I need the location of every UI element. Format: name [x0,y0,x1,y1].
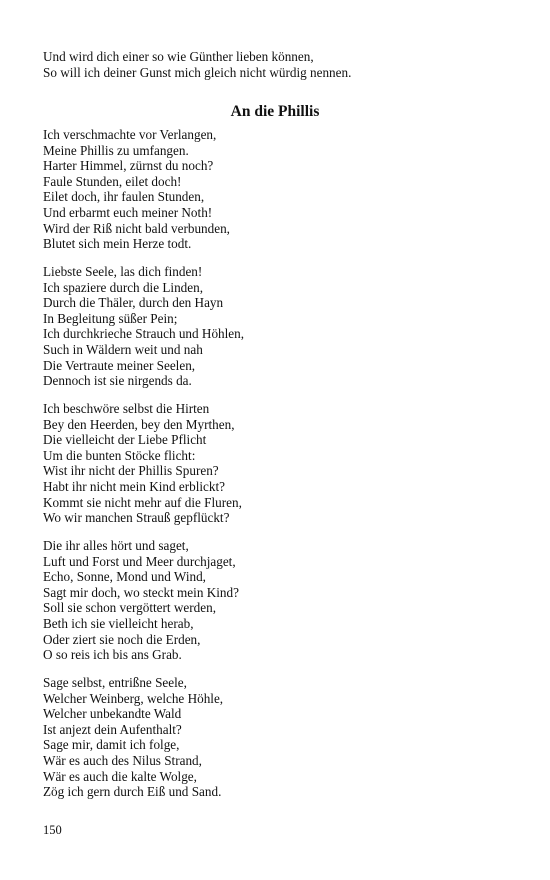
verse-line: Wär es auch die kalte Wolge, [43,768,197,784]
verse-line: Sage selbst, entrißne Seele, [43,675,187,690]
verse-line: Eilet doch, ihr faulen Stunden, [43,189,205,205]
verse-line: Durch die Thäler, durch den Hayn [43,295,224,311]
verse-line: Die vielleicht der Liebe Pflicht [43,432,207,448]
verse-line: Ich beschwöre selbst die Hirten [43,401,210,416]
verse-line: Oder ziert sie noch die Erden, [43,631,201,647]
verse-line: Die Vertraute meiner Seelen, [43,357,196,373]
verse-line: Zög ich gern durch Eiß und Sand. [43,784,222,800]
verse-line: Habt ihr nicht mein Kind erblickt? [43,478,226,494]
verse-line: Blutet sich mein Herze todt. [43,236,192,252]
verse-line: O so reis ich bis ans Grab. [43,647,182,663]
verse-line: Beth ich sie vielleicht herab, [43,615,194,631]
intro-line: So will ich deiner Gunst mich gleich nicht würdig nennen. [43,64,352,80]
intro-line: Und wird dich einer so wie Günther lieben können, [43,49,314,64]
verse-line: Soll sie schon vergöttert werden, [43,600,216,616]
verse-line: Wird der Riß nicht bald verbunden, [43,220,230,236]
verse-line: Ich durchkrieche Strauch und Höhlen, [43,326,245,342]
verse-line: Wo wir manchen Strauß gepflückt? [43,510,230,526]
verse-line: Welcher unbekandte Wald [43,706,182,722]
stanza-3 [43,401,513,526]
page-number: 150 [43,823,62,837]
verse-line: Echo, Sonne, Mond und Wind, [43,569,206,585]
verse-line: Sage mir, damit ich folge, [43,737,180,753]
verse-line: Liebste Seele, las dich finden! [43,264,203,279]
stanza-4 [43,538,513,663]
verse-line: Meine Phillis zu umfangen. [43,142,189,158]
stanza-2 [43,264,513,389]
verse-line: Um die bunten Stöcke flicht: [43,447,196,463]
verse-line: Ich spaziere durch die Linden, [43,279,204,295]
verse-line: Welcher Weinberg, welche Höhle, [43,690,224,706]
verse-line: Ist anjezt dein Aufenthalt? [43,721,182,737]
verse-line: Such in Wäldern weit und nah [43,341,203,357]
verse-line: Dennoch ist sie nirgends da. [43,373,192,389]
verse-line: Wär es auch des Nilus Strand, [43,752,202,768]
verse-line: Bey den Heerden, bey den Myrthen, [43,416,235,432]
verse-line: Und erbarmt euch meiner Noth! [43,204,213,220]
stanza-5 [43,675,513,800]
verse-line: In Begleitung süßer Pein; [43,310,178,326]
verse-line: Wist ihr nicht der Phillis Spuren? [43,463,219,479]
verse-line: Sagt mir doch, wo steckt mein Kind? [43,584,239,600]
poem-title: An die Phillis [230,103,320,120]
intro-couplet [43,49,513,80]
verse-line: Die ihr alles hört und saget, [43,538,189,553]
verse-line: Faule Stunden, eilet doch! [43,173,182,189]
verse-line: Kommt sie nicht mehr auf die Fluren, [43,494,242,510]
verse-line: Luft und Forst und Meer durchjaget, [43,553,236,569]
stanza-1 [43,127,513,252]
verse-line: Harter Himmel, zürnst du noch? [43,158,214,174]
verse-line: Ich verschmachte vor Verlangen, [43,127,217,142]
